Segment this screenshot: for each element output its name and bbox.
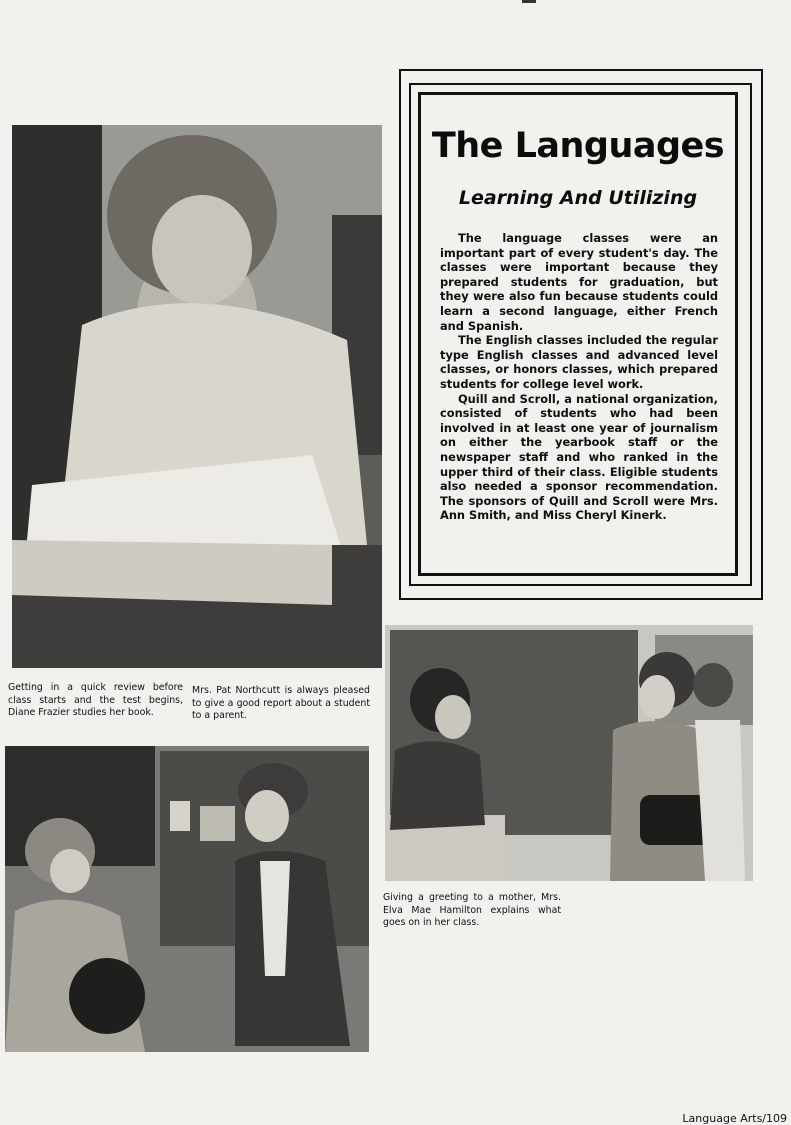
photo-northcutt-parent <box>5 746 369 1052</box>
photo-student-studying <box>12 125 382 668</box>
article-title: The Languages <box>431 126 725 166</box>
article-paragraph: The language classes were an important part of every student's day. The classes were important because they prepared students for graduation, but they were also fun because students could learn a second language, either French and Spanish. <box>440 231 718 333</box>
caption-hamilton: Giving a greeting to a mother, Mrs. Elva Mae Hamilton explains what goes on in her class. <box>383 892 561 928</box>
article-paragraph: Quill and Scroll, a national organization, consisted of students who had been involved in at least one year of journalism on either the yearbook staff or the newspaper staff and who ranked in the upper third of their class. Eligible students also needed a sponsor recommendation. The sponsors of Quill and Scroll were Mrs. Ann Smith, and Miss Cheryl Kinerk. <box>440 391 718 523</box>
article-paragraph: The English classes included the regular type English classes and advanced level classes, or honors classes, which prepared students for college level work. <box>440 333 718 391</box>
caption-northcutt: Mrs. Pat Northcutt is always pleased to give a good report about a student to a parent. <box>192 685 370 721</box>
photo-hamilton-greeting <box>385 625 753 881</box>
article-body <box>440 231 718 523</box>
article-subtitle: Learning And Utilizing <box>458 187 698 209</box>
caption-student-studying: Getting in a quick review before class starts and the test begins, Diane Frazier studies her book. <box>8 682 183 718</box>
page-edge-mark <box>522 0 536 3</box>
page-folio: Language Arts/109 <box>682 1112 787 1125</box>
